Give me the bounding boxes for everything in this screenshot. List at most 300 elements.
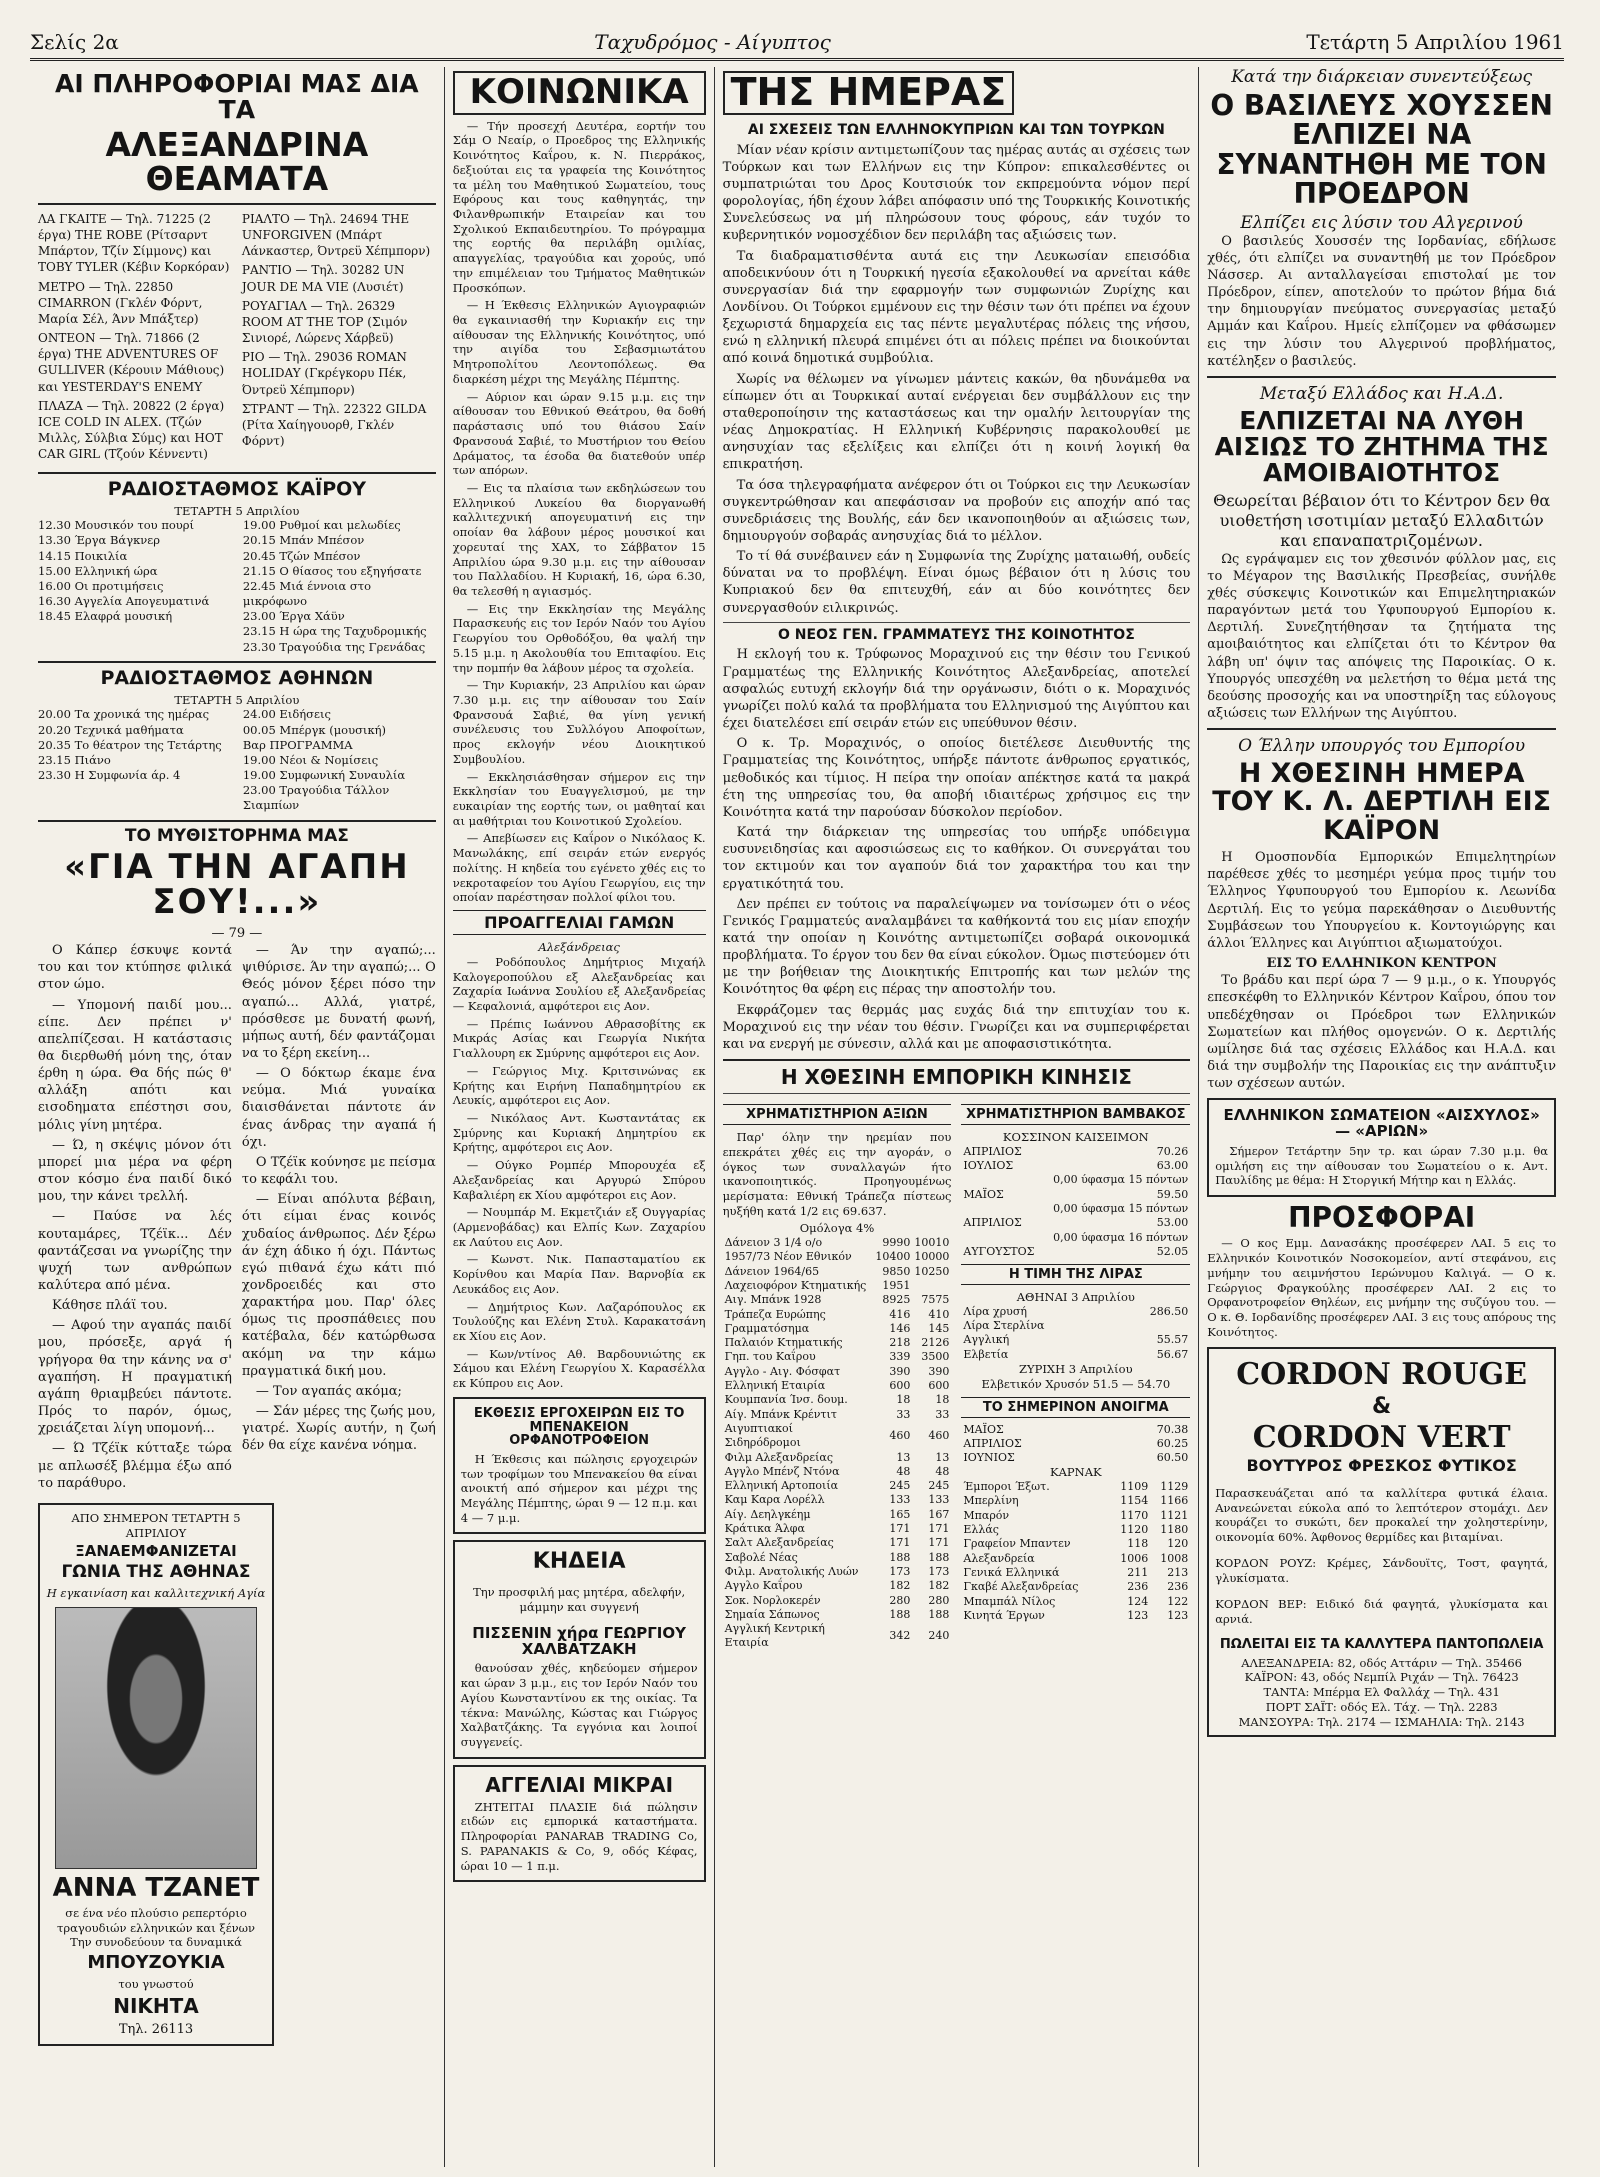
row-label: Αγγλική — [963, 1333, 1010, 1347]
article-paragraph: Ο κ. Τρ. Μοραχινός, ο οποίος διετέλεσε Διευθυντής της Γραμματείας της Κοινότητος, υπήρξε πάντοτε άνθρωπος εργατικός, μεθοδικός και τίμιος. Η πείρα την οποίαν απέκτησε κατά τα μακρά έτη της υπηρεσίας του, θα αποβή ιδιαιτέρως χρήσιμος εις την Κοινότητα κατά την παρούσαν δύσκολον περίοδον. — [722, 736, 1191, 820]
cotton2-table — [961, 1480, 1190, 1623]
stock-row — [723, 1594, 952, 1608]
club-title: ΕΛΛΗΝΙΚΟΝ ΣΩΜΑΤΕΙΟΝ «ΑΙΣΧΥΛΟΣ» — «ΑΡΙΩΝ» — [1223, 1106, 1540, 1141]
row-value: 123 — [1167, 1608, 1189, 1622]
stock-row — [723, 1422, 952, 1451]
cotton-row — [961, 1145, 1190, 1159]
cordon-rouge: CORDON ROUGE — [1236, 1357, 1527, 1393]
cotton-row — [961, 1202, 1190, 1216]
row-label: Γενικά Ελληνικά — [963, 1565, 1060, 1579]
market-title: Η ΧΘΕΣΙΝΗ ΕΜΠΟΡΙΚΗ ΚΙΝΗΣΙΣ — [780, 1065, 1132, 1090]
article-paragraph: Τα διαδραματισθέντα αυτά εις την Λευκωσίαν επεισόδια αποδεικνύουν ότι η Τουρκική ηγεσία εξακολουθεί να αρνείται κάθε συνεργασίαν διά την εφαρμογήν των συμφωνιών Ζυρίχης και Λονδίνου. Οι Τούρκοι εμμένουν εις την θέσιν των ότι πρέπει να έχουν ξεχωριστά δημαρχεία εις τας πέντε μεγαλυτέρας πόλεις της νήσου, ενώ η ελληνική πλευρά επιμένει ότι αι πόλεις πρέπει να διοικούνται από κοινά δημοτικά συμβούλια. — [722, 248, 1191, 367]
cordon-amp: & — [1372, 1393, 1392, 1419]
issue-date: Τετάρτη 5 Απριλίου 1961 — [1306, 30, 1564, 54]
social-title: ΚΟΙΝΩΝΙΚΑ — [453, 71, 706, 115]
row-value: 48 — [896, 1464, 911, 1478]
cinema-entry: ΡΙΑΛΤΟ — Τηλ. 24694 THE UNFORGIVEN (Μπάρτ Λάνκαστερ, Όντρεϋ Χέπμπορν) — [241, 211, 431, 259]
row-value: 236 — [1127, 1580, 1149, 1594]
row-label: Καμ Καρα Λορέλλ — [724, 1493, 825, 1507]
cotton2-row — [961, 1509, 1190, 1523]
cordon-vert-uses: ΚΟΡΔΟΝ ΒΕΡ: Ειδικό διά φαγητά, γλυκίσματα και αρνιά. — [1215, 1597, 1549, 1626]
singer-photo — [55, 1607, 257, 1869]
cordon-addr-2: ΚΑΪΡΟΝ: 43, οδός Νεμπίλ Ριχάν — Τηλ. 76423 — [1244, 1670, 1519, 1685]
cotton-table — [961, 1145, 1190, 1259]
funeral-intro: Την προσφιλή μας μητέρα, αδελφήν, μάμμην και συγγενή — [473, 1585, 686, 1614]
radio-program: 14.15 Ποικιλία — [38, 548, 128, 563]
row-label: 1957/73 Νέον Εθνικόν — [724, 1250, 852, 1264]
row-value: 7575 — [921, 1293, 950, 1307]
stock-row — [723, 1551, 952, 1565]
row-label: Μπερλίνη — [963, 1494, 1019, 1508]
row-label: Αγγλο Καΐρου — [724, 1579, 803, 1593]
novel-paragraph: — Άν την αγαπώ;... ψιθύρισε. Άν την αγαπώ;... Ο Θεός μόνον ξέρει πόσο την αγαπώ... Αλλά, γιατρέ, πρόσθεσε με δυνατή φωνή, μήπως αυτή, δέν φαντάζομαι να το ξέρη εκείνη... — [241, 943, 436, 1061]
cotton-row — [961, 1159, 1190, 1173]
row-value: 339 — [889, 1350, 911, 1364]
radio-program: 13.30 Έργα Βάγκνερ — [38, 533, 160, 548]
row-value: 56.67 — [1156, 1347, 1189, 1361]
radio-program: 18.45 Ελαφρά μουσική — [38, 609, 173, 624]
row-label: Δάνειον 3 1/4 ο/ο — [724, 1236, 823, 1250]
row-label: Δάνειον 1964/65 — [724, 1264, 820, 1278]
cotton-row — [961, 1173, 1190, 1187]
row-label: Γκαβέ Αλεξανδρείας — [963, 1580, 1079, 1594]
center-title: ΕΙΣ ΤΟ ΕΛΛΗΝΙΚΟΝ ΚΕΝΤΡΟΝ — [1266, 956, 1497, 972]
radio-cairo-date: ΤΕΤΑΡΤΗ 5 Απριλίου — [174, 503, 300, 518]
cordon-ad — [1207, 1347, 1556, 1737]
novel-paragraph: Κάθησε πλάϊ του. — [52, 1298, 168, 1314]
radio-program: 12.30 Μουσικόν του πουρί — [38, 518, 195, 533]
row-value: 171 — [889, 1536, 911, 1550]
wedding-announcement: — Νικόλαος Αντ. Κωσταντάτας εκ Σμύρνης και Κυριακή Δημητρίου εκ Κρήτης, αμφότεροι εις Αον. — [452, 1110, 706, 1155]
stock-row — [723, 1608, 952, 1622]
row-value: 70.38 — [1156, 1422, 1189, 1436]
row-label: ΙΟΥΛΙΟΣ — [963, 1159, 1014, 1173]
row-label: Σημαία Σάπωνος — [724, 1607, 820, 1621]
row-value: 133 — [928, 1493, 950, 1507]
stock-row — [723, 1322, 952, 1336]
row-label: Ελληνική Αρτοποιία — [724, 1479, 839, 1493]
row-label: Ελληνική Εταιρία — [724, 1379, 826, 1393]
cinema-entry: ΣΤΡΑΝΤ — Τηλ. 22322 GILDA (Ρίτα Χαίηγουορθ, Γκλέν Φόρντ) — [241, 401, 427, 449]
row-value: 13 — [935, 1450, 950, 1464]
pound-table — [961, 1305, 1190, 1362]
radio-program: 23.30 Η Συμφωνία άρ. 4 — [38, 768, 181, 783]
row-value: 0,00 ύφασμα 16 πόντων — [1053, 1230, 1189, 1244]
cotton-section — [961, 1099, 1190, 1651]
row-value: 1166 — [1160, 1494, 1189, 1508]
row-value: 245 — [889, 1479, 911, 1493]
column-of-the-day — [715, 67, 1200, 2167]
article-2-head: Ο ΝΕΟΣ ΓΕΝ. ΓΡΑΜΜΑΤΕΥΣ ΤΗΣ ΚΟΙΝΟΤΗΤΟΣ — [778, 626, 1135, 643]
radio-program: 15.00 Ελληνική ώρα — [38, 563, 158, 578]
novel-paragraph: Ο Κάπερ έσκυψε κοντά του και τον κτύπησε φιλικά στον ώμο. — [38, 943, 232, 993]
ad-repertoire: σε ένα νέο πλούσιο ρεπερτόριο τραγουδιών ελληνικών και ξένων — [56, 1905, 256, 1935]
row-label: Γραφείον Μπαντεν — [963, 1537, 1071, 1551]
row-value: 188 — [928, 1550, 950, 1564]
pound-city-zurich: ΖΥΡΙΧΗ 3 Απριλίου — [1019, 1362, 1133, 1377]
row-label: Αιγυπτιακοί Σιδηρόδρομοι — [724, 1421, 801, 1450]
ad-accompany: Την συνοδεύουν τα δυναμικά — [70, 1935, 242, 1950]
offers-text: — Ο κος Εμμ. Δανασάκης προσέφερεν ΛΑΙ. 5 εις το Ελληνικόν Κοινοτικόν Νοσοκομείον, αντί στεφάνου, εις μνήμην του αειμνήστου Ιερώνυμου Καλιγά. — Ο κ. Γεώργιος Φραγκούλης προσέφερεν ΛΑΙ. 2 εις το Ορφανοτροφείον Θηλέων, εις μνήμην της συζύγου του. — Ο κ. Θ. Ιορδανίδης προσέφερεν ΛΑΙ. 3 εις τους απόρους της Κοινότητος. — [1207, 1236, 1557, 1339]
radio-program: 23.15 Πιάνο — [38, 752, 111, 767]
row-label: ΑΥΓΟΥΣΤΟΣ — [963, 1244, 1035, 1258]
row-value: 123 — [1127, 1608, 1149, 1622]
row-value: 13 — [896, 1450, 911, 1464]
row-value: 416 — [889, 1307, 911, 1321]
column-entertainment — [30, 67, 445, 2167]
row-value: 245 — [928, 1479, 950, 1493]
cotton2-row — [961, 1523, 1190, 1537]
row-value: 182 — [889, 1579, 911, 1593]
hussein-headline: Ο ΒΑΣΙΛΕΥΣ ΧΟΥΣΣΕΝ ΕΛΠΙΖΕΙ ΝΑ ΣΥΝΑΝΤΗΘΗ ΜΕ ΤΟΝ ΠΡΟΕΔΡΟΝ — [1210, 89, 1553, 211]
cordon-addr-3: ΤΑΝΤΑ: Μπέρμα Ελ Φαλλάχ — Τηλ. 431 — [1263, 1685, 1500, 1700]
radio-cairo-schedule — [38, 518, 436, 655]
row-value: 173 — [889, 1564, 911, 1578]
row-value: 286.50 — [1149, 1304, 1189, 1318]
row-value: 9850 — [882, 1264, 911, 1278]
reciprocity-sub: Θεωρείται βέβαιον ότι το Κέντρον δεν θα υιοθετήση ισοτιμίαν μεταξύ Ελλαδιτών και επαναπατριζομένων. — [1213, 490, 1551, 550]
article-1-head: ΑΙ ΣΧΕΣΕΙΣ ΤΩΝ ΕΛΛΗΝΟΚΥΠΡΙΩΝ ΚΑΙ ΤΩΝ ΤΟΥΡΚΩΝ — [747, 121, 1165, 138]
stocks-section — [723, 1099, 952, 1651]
novel-paragraph: — Τον αγαπάς ακόμα; — [255, 1383, 402, 1399]
cotton2-row — [961, 1609, 1190, 1623]
stock-row — [723, 1536, 952, 1550]
ad-appears: ΞΑΝΑΕΜΦΑΝΙΖΕΤΑΙ — [75, 1542, 237, 1561]
row-value: 10000 — [914, 1250, 950, 1264]
article-paragraph: Δεν πρέπει εν τούτοις να παραλείψωμεν να τονίσωμεν ότι ο νέος Γενικός Γραμματεύς αναλαμβάνει τα καθήκοντά του εις μίαν εποχήν κατά την οποίαν η Κοινότης αντιμετωπίζει σοβαρά οικονομικά προβλήματα. Το έργον του δεν θα είναι εύκολον. Όμως πιστεύομεν ότι με την βοήθειαν της Διοικητικής Επιτροπής και των μελών της Κοινότητος θα φέρη εις πέρας την αποστολήν του. — [722, 896, 1191, 998]
wedding-announcement: — Κωνστ. Νικ. Παπασταματίου εκ Κορίνθου και Μαρία Παν. Βαρνοβία εκ Λευκάδος εις Αον. — [452, 1252, 706, 1296]
cotton-row — [961, 1245, 1190, 1259]
novel-label: ΤΟ ΜΥΘΙΣΤΟΡΗΜΑ ΜΑΣ — [124, 825, 349, 846]
hussein-kicker: Κατά την διάρκειαν συνεντεύξεως — [1231, 67, 1533, 87]
wedding-announcement: — Ούγκο Ρομπέρ Μπορουχέα εξ Αλεξανδρείας και Αργυρώ Σπύρου Καβαλιέρη εκ Χίου αμφότεροι εις Αον. — [452, 1158, 706, 1202]
article-paragraph: Η εκλογή του κ. Τρύφωνος Μοραχινού εις την θέσιν του Γενικού Γραμματέως της Ελληνικής Κοινότητος Αλεξανδρείας, αποτελεί ασφαλώς ευτυχή εκλογήν διά την οργάνωσιν, διότι ο κ. Μοραχινός γνωρίζει πολύ καλά τα προβλήματα του Ελληνισμού της Αιγύπτου και έχει διατελέσει επί σειράν ετών εις υπεύθυνον θέσιν. — [722, 647, 1191, 732]
row-label: ΜΑΪΟΣ — [963, 1422, 1004, 1436]
cinema-kicker: ΑΙ ΠΛΗΡΟΦΟΡΙΑΙ ΜΑΣ ΔΙΑ ΤΑ — [55, 69, 419, 125]
row-value: 2126 — [921, 1336, 950, 1350]
social-item-2: — Η Έκθεσις Ελληνικών Αγιογραφιών θα εγκαινιασθή την Κυριακήν εις την αίθουσαν της Ελληνικής Κοινότητος, υπό την αιγίδα του Σεβασμιωτάτου Μητροπολίτου Λεοντοπόλεως. Θα διαρκέση μέχρι της Μεγάλης Πέμπτης. — [452, 298, 706, 386]
cinema-list-left — [38, 211, 232, 466]
row-value: 171 — [889, 1522, 911, 1536]
row-value: 182 — [928, 1579, 950, 1593]
cordon-text: Παρασκευάζεται από τα καλλίτερα φυτικά έλαια. Ανανεώνεται εύκολα από το λεπτότερον στομάχι. Δεν κουράζει το συκώτι, δεν προκαλεί την χοληστερίνην, οικονομία 60%. Άφθονος θερμίδες και βιταμίναι. — [1215, 1485, 1549, 1544]
pound-row — [961, 1305, 1190, 1319]
stock-row — [723, 1465, 952, 1479]
cinema-entry: ΟΝΤΕΟΝ — Τηλ. 71866 (2 έργα) THE ADVENTURES OF GULLIVER (Κέρουιν Μάθιους) και YESTERDAY'S ENEMY — [38, 331, 225, 394]
row-value: 390 — [889, 1364, 911, 1378]
row-value: 0,00 ύφασμα 15 πόντων — [1053, 1173, 1189, 1187]
today-row — [961, 1437, 1190, 1451]
stock-row — [723, 1408, 952, 1422]
row-value: 133 — [889, 1493, 911, 1507]
row-value: 18 — [935, 1393, 950, 1407]
row-value: 18 — [896, 1393, 911, 1407]
row-value: 60.25 — [1156, 1436, 1189, 1450]
column-politics — [1199, 67, 1564, 2167]
stock-row — [723, 1451, 952, 1465]
row-label: Αγγλο Μπένζ Ντόνα — [724, 1464, 840, 1478]
novel-text-b — [242, 942, 436, 1495]
column-social — [445, 67, 715, 2167]
radio-program: 23.30 Τραγούδια της Γρενάδας — [242, 639, 426, 654]
stock-row — [723, 1508, 952, 1522]
row-label: Κράτικα Άλφα — [724, 1522, 805, 1536]
social-item-7: — Εκκλησιάσθησαν σήμερον εις την Εκκλησίαν του Ευαγγελισμού, με την ευκαιρίαν της εορτής των, οι μαθηταί και αι μαθήτριαι του Κοινοτικού Σχολείου. — [452, 769, 706, 828]
row-value: 1154 — [1120, 1494, 1149, 1508]
row-value: 59.50 — [1156, 1187, 1189, 1201]
row-value: 460 — [928, 1429, 950, 1443]
social-item-5: — Εις την Εκκλησίαν της Μεγάλης Παρασκευής εις τον Ιερόν Ναόν του Αγίου Γεωργίου του Ορθοδόξου, θα ψαλή την 5.15 μ.μ. η Ακολουθία του Επιταφίου. Εις την πομπήν θα λάβουν μέρος τα σχολεία. — [452, 601, 706, 675]
stock-row — [723, 1493, 952, 1507]
cinema-headline: ΑΛΕΞΑΝΔΡΙΝΑ ΘΕΑΜΑΤΑ — [105, 124, 369, 199]
row-value: 173 — [928, 1564, 950, 1578]
row-value: 55.57 — [1156, 1333, 1189, 1347]
stock-row — [723, 1522, 952, 1536]
row-label: Φιλμ Αλεξανδρείας — [724, 1450, 833, 1464]
social-item-4: — Εις τα πλαίσια των εκδηλώσεων του Ελληνικού Λυκείου θα διοργανωθή καλλιτεχνική απογευματινή εις την οποίαν θα λάβουν μέρος μουσικοί και χορευταί της ΧΑΧ, το Σάββατον 15 Απριλίου ώρα 9.30 μ.μ. εις την αίθουσαν του Παλλαδίου. Η Κυριακή, 16, ώρα 6.30, θα τελεσθή η αγιασμός. — [452, 480, 706, 598]
stock-row — [723, 1279, 952, 1293]
row-value: 0,00 ύφασμα 15 πόντων — [1053, 1201, 1189, 1215]
radio-program: 00.05 Μπέργκ (μουσική) — [242, 722, 387, 737]
radio-program: 20.45 Τζών Μπέσον — [242, 548, 361, 563]
ad-musician: ΝΙΚΗΤΑ — [113, 1993, 199, 2018]
row-value: 122 — [1167, 1594, 1189, 1608]
wedding-announcement: — Δημήτριος Κων. Λαζαρόπουλος εκ Τουλούζης και Ελένη Στυλ. Καρακατσάνη εκ Χίου εις Αον. — [452, 1299, 706, 1344]
row-label: Γραμματόσημα — [724, 1321, 810, 1335]
row-value: 53.00 — [1156, 1216, 1189, 1230]
row-value: 1129 — [1160, 1480, 1189, 1494]
row-value: 188 — [928, 1607, 950, 1621]
exhibit-title: ΕΚΘΕΣΙΣ ΕΡΓΟΧΕΙΡΩΝ ΕΙΣ ΤΟ ΜΠΕΝΑΚΕΙΟΝ ΟΡΦΑΝΟΤΡΟΦΕΙΟΝ — [473, 1405, 685, 1449]
reciprocity-headline: ΕΛΠΙΖΕΤΑΙ ΝΑ ΛΥΘΗ ΑΙΣΙΩΣ ΤΟ ΖΗΤΗΜΑ ΤΗΣ ΑΜΟΙΒΑΙΟΤΗΤΟΣ — [1214, 405, 1549, 488]
masthead — [30, 24, 1564, 61]
novel-paragraph: Ο Τζέϊκ κούνησε με πείσμα το κεφάλι του. — [241, 1154, 436, 1188]
radio-program: 19.00 Ρυθμοί και μελωδίες — [242, 518, 401, 533]
ad-desc: Η εγκαινίαση και καλλιτεχνική Αγία — [46, 1585, 266, 1600]
row-value: 1121 — [1160, 1508, 1189, 1522]
row-value: 9990 — [882, 1236, 911, 1250]
row-value: 188 — [889, 1550, 911, 1564]
row-label: Ελβετία — [963, 1347, 1009, 1361]
row-value: 52.05 — [1156, 1244, 1189, 1258]
row-value: 1109 — [1120, 1480, 1149, 1494]
novel-text-a — [38, 942, 232, 1495]
ad-phone: Τηλ. 26113 — [118, 2021, 194, 2037]
stock-row — [723, 1336, 952, 1350]
pound-row — [961, 1333, 1190, 1347]
cinema-entry: ΛΑ ΓΚΑΙΤΕ — Τηλ. 71225 (2 έργα) THE ROBE (Ρίτσαρντ Μπάρτον, Τζίν Σίμμονς) και TOBY TYLER (Κέβιν Κορκόραν) — [38, 211, 230, 275]
cordon-sub: ΒΟΥΤΥΡΟΣ ΦΡΕΣΚΟΣ ΦΥΤΙΚΟΣ — [1246, 1455, 1517, 1475]
novel-paragraph: — Υπομονή παιδί μου... είπε. Δεν πρέπει ν' απελπίζεσαι. Η κατάστασις θα διερθωθή μόνη της, όταν έρθη η ώρα. Θα δής πώς θ' αλλάξη απότι και εισοδηματα επέστησι σου, μόλις γίνη μητέρα. — [38, 997, 232, 1133]
row-label: ΑΠΡΙΛΙΟΣ — [963, 1436, 1022, 1450]
pound-row — [961, 1348, 1190, 1362]
social-item-8: — Απεβίωσεν εις Καΐρον ο Νικόλαος Κ. Μανωλάκης, επί σειράν ετών ενεργός πολίτης. Η κηδεία του εγένετο χθές εις το νεκροταφείον του Αγίου Γεωργίου, εις την οποίαν παρέστησαν πολλοί φίλοι του. — [452, 831, 706, 905]
row-label: Αίγ. Μπάνκ Κρέντιτ — [724, 1407, 837, 1421]
row-value: 1180 — [1160, 1523, 1189, 1537]
row-label — [961, 1173, 1041, 1187]
today-table — [961, 1423, 1190, 1466]
row-label: Σαλτ Αλεξανδρείας — [724, 1536, 834, 1550]
radio-program: 19.00 Συμφωνική Συναυλία — [242, 768, 406, 783]
row-label: Αγγλο - Αιγ. Φόσφατ — [724, 1364, 841, 1378]
row-label: Σοκ. Νορλοκερέν — [724, 1593, 821, 1607]
wedding-announcement: — Ροδόπουλος Δημήτριος Μιχαήλ Καλογεροπούλου εξ Αλεξανδρείας και Ζαχαρία Ιωάννα Σουλίου εξ Αλεξανδρείας — Κεφαλονιά, αμφότεροι εις Αον. — [452, 954, 706, 1013]
novel-title: «ΓΙΑ ΤΗΝ ΑΓΑΠΗ ΣΟΥ!...» — [64, 846, 410, 923]
row-value: 280 — [928, 1593, 950, 1607]
row-label: ΙΟΥΝΙΟΣ — [963, 1451, 1015, 1465]
radio-program: 23.00 Έργα Χάϋν — [242, 609, 345, 624]
row-value: 1951 — [882, 1279, 911, 1292]
row-label: Αγγλική Κεντρική Εταιρία — [724, 1622, 825, 1650]
row-label: Κινητά Έργων — [963, 1608, 1045, 1622]
ad-of: του γνωστού — [118, 1976, 194, 1991]
wedding-announcement: — Γεώργιος Μιχ. Κριτσινώνας εκ Κρήτης και Ειρήνη Παπαδημητρίου εκ Λευκίς, αμφότεροι εις Αον. — [452, 1063, 706, 1108]
ad-venue: ΓΩΝΙΑ ΤΗΣ ΑΘΗΝΑΣ — [61, 1562, 251, 1583]
row-value: 240 — [928, 1629, 950, 1643]
dertilis-kicker: Ο Έλλην υπουργός του Εμπορίου — [1238, 736, 1526, 757]
novel-paragraph: — Παύσε να λές κουταμάρες, Τζέϊκ... Δέν φαντάζεσαι να γνωρίζης την ψυχή των ανθρώπων καλύτερα από μένα. — [38, 1209, 232, 1293]
row-value: 120 — [1167, 1537, 1189, 1551]
row-value: 70.26 — [1156, 1144, 1189, 1158]
exhibit-text: Η Έκθεσις και πώλησις εργοχειρών των τροφίμων του Μπενακείου θα είναι ανοικτή από σήμερον και μέχρι της Μεγάλης Πέμπτης, ώραι 9 — 12 π.μ. και 4 — 7 μ.μ. — [460, 1451, 698, 1525]
stock-row — [723, 1236, 952, 1250]
weddings-city: Αλεξάνδρειας — [538, 940, 620, 955]
radio-program: 20.35 Το θέατρον της Τετάρτης — [38, 737, 222, 752]
row-value: 33 — [896, 1407, 911, 1421]
cotton-title: ΧΡΗΜΑΤΙΣΤΗΡΙΟΝ ΒΑΜΒΑΚΟΣ — [961, 1104, 1190, 1125]
row-value: 600 — [889, 1379, 911, 1393]
wedding-announcement: — Κων/ντίνος Αθ. Βαρδουνιώτης εκ Σάμου και Ελένη Γεωργίου Χ. Καρασέλλα εκ Κύπρου εις Αον. — [452, 1346, 706, 1391]
weddings-list — [453, 955, 706, 1391]
stock-row — [723, 1265, 952, 1279]
article-paragraph: Μίαν νέαν κρίσιν αντιμετωπίζουν τας ημέρας αυτάς αι σχέσεις των Τούρκων και των Ελλήνων εις την Κύπρον: επικαλεσθέντες οι συμπατριώται του Δρος Κουτσιούκ τον εκπρεμούντα νόμον περί φορολογίας, ήδη έχουν λάβει απόφασιν υπό της Τουρκικής Κοινοτικής Συνελεύσεως να μή πληρώσουν τους φόρους, εάν τυχόν το κυβερνητικόν νομοσχέδιον δεν περιλάβη τας αξιώσεις των. — [722, 142, 1191, 244]
row-label: Λίρα χρυσή — [963, 1304, 1027, 1318]
hussein-sub: Ελπίζει εις λύσιν του Αλγερινού — [1240, 212, 1523, 233]
radio-program: 23.15 Η ώρα της Ταχυδρομικής — [242, 624, 427, 639]
row-label: Έμποροι Έξωτ. — [963, 1480, 1050, 1494]
row-value: 280 — [889, 1593, 911, 1607]
row-label: Λαχειοφόρον Κτηματικής — [724, 1279, 867, 1292]
novel-paragraph: — Ώ, η σκέψις μόνον ότι μπορεί μια μέρα να φέρη στον κόσμο ένα παιδί δικό μου, την κάνει τρελλή. — [38, 1137, 232, 1205]
radio-program: 23.00 Τραγούδια Τάλλον Σιαμπίων — [242, 783, 390, 813]
cotton-row — [961, 1188, 1190, 1202]
row-value: 236 — [1167, 1580, 1189, 1594]
row-label: Ελλάς — [963, 1523, 999, 1537]
today-title: ΤΟ ΣΗΜΕΡΙΝΟΝ ΑΝΟΙΓΜΑ — [961, 1397, 1190, 1418]
row-value: 460 — [889, 1429, 911, 1443]
classifieds-text: ΖΗΤΕΙΤΑΙ ΠΛΑΣΙΕ διά πώλησιν ειδών εις εμπορικά καταστήματα. Πληροφορίαι PANARAB TRADING Co, S. PAPANAKIS & Co, 9, οδός Κέφας, ώραι 10 — 1 π.μ. — [460, 1799, 698, 1873]
row-value — [912, 1279, 951, 1293]
row-label: Λίρα Στερλίνα — [963, 1319, 1045, 1333]
row-value: 63.00 — [1156, 1159, 1189, 1173]
row-value: 218 — [889, 1336, 911, 1350]
social-item-3: — Αύριον και ώραν 9.15 μ.μ. εις την αίθουσαν του Εθνικού Θεάτρου, θα δοθή παράστασις υπό του θιάσου Σαίν Φρανσουά Σαβιέ, το Μυστήριον του Θείου Δράματος, τα έσοδα θα διατεθούν υπέρ των απόρων. — [452, 389, 706, 478]
stock-row — [723, 1379, 952, 1393]
article-paragraph: Το τί θά συνέβαινεν εάν η Συμφωνία της Ζυρίχης ματαιωθή, ουδείς δύναται να το προβλέψη. Είναι όμως βέβαιον ότι η λύσις του Κυπριακού δεν θα επιτευχθή, εάν αι δύο κοινότητες δεν συνεργασθούν ειλικρινώς. — [722, 549, 1191, 616]
stock-row — [723, 1250, 952, 1264]
stock-row — [723, 1393, 952, 1407]
article-2-body — [723, 646, 1191, 1053]
stock-row — [723, 1479, 952, 1493]
dertilis-text: Η Ομοσπονδία Εμπορικών Επιμελητηρίων παρέθεσε χθές το μεσημέρι γεύμα προς τιμήν του Έλληνος Υφυπουργού του Εμπορίου κ. Λεωνίδα Δερτιλή. Εις το γεύμα παρεκάθησαν ο Διευθυντής Συμβάσεων του Υπουργείου κ. Κοντογιώργης και άλλοι Έλληνες και Αιγύπτιοι αξιωματούχοι. — [1207, 850, 1557, 951]
ad-date: ΑΠΟ ΣΗΜΕΡΟΝ ΤΕΤΑΡΤΗ 5 ΑΠΡΙΛΙΟΥ — [71, 1510, 241, 1540]
cinema-listings — [38, 211, 436, 466]
row-label: Κουμπανία Ίνσ. δουμ. — [724, 1393, 848, 1407]
row-label: ΑΠΡΙΛΙΟΣ — [963, 1216, 1022, 1230]
radio-athens-date: ΤΕΤΑΡΤΗ 5 Απριλίου — [174, 692, 300, 707]
row-label: Μπαμπάλ Νίλος — [963, 1594, 1056, 1608]
article-1-body — [723, 142, 1191, 617]
cotton-sub: ΚΟΣΣΙΝΟΝ ΚΑΙΣΕΙΜΟΝ — [1002, 1130, 1149, 1145]
page-number: Σελίς 2α — [30, 30, 119, 54]
row-label: Αιγ. Μπάνκ 1928 — [724, 1293, 822, 1307]
stock-row — [723, 1365, 952, 1379]
row-value: 10400 — [875, 1250, 911, 1264]
stocks-table — [723, 1236, 952, 1651]
row-value: 1120 — [1120, 1523, 1149, 1537]
row-label — [961, 1231, 1041, 1245]
cotton2-row — [961, 1566, 1190, 1580]
reciprocity-kicker: Μεταξύ Ελλάδος και Η.Α.Δ. — [1259, 383, 1504, 404]
row-value: 3500 — [921, 1350, 950, 1364]
row-value: 390 — [928, 1364, 950, 1378]
cotton2-row — [961, 1580, 1190, 1594]
row-label: Φιλμ. Ανατολικής Λυών — [724, 1564, 859, 1578]
novel-paragraph: — Σάν μέρες της ζωής μου, γιατρέ. Χωρίς αυτήν, η ζωή δέν θα είχε κανένα νόημα. — [241, 1404, 436, 1454]
row-label: Παλαιόν Κτηματικής — [724, 1336, 843, 1350]
cordon-rouge-uses: ΚΟΡΔΟΝ ΡΟΥΖ: Κρέμες, Σάνδουϊτς, Τοστ, φαγητά, γλυκίσματα. — [1215, 1556, 1549, 1585]
cotton-row — [961, 1231, 1190, 1245]
ad-bouzoukia: ΜΠΟΥΖΟΥΚΙΑ — [87, 1952, 225, 1974]
reciprocity-text: Ως εγράψαμεν εις τον χθεσινόν φύλλον μας, εις το Μέγαρον της Βασιλικής Πρεσβείας, συνήλθε χθές σύσκεψις Κοινοτικών και Επιμελητηριακών παραγόντων μετά του Υφυπουργού Εμπορίου κ. Δερτιλή. Συνεζητήθησαν τα ζητήματα της αμοιβαιότητος και ελπίζεται ότι το Κέντρον θα λάβη υπ' όψιν τας απόψεις της Παροικίας. Ο κ. Υπουργός υπεσχέθη να μελετήση το θέμα μετά της δεούσης προσοχής και να υποστηρίξη τας εύλογους αξιώσεις των Ελλήνων της Αιγύπτου. — [1207, 551, 1557, 721]
row-value: 146 — [889, 1321, 911, 1335]
stocks-title: ΧΡΗΜΑΤΙΣΤΗΡΙΟΝ ΑΞΙΩΝ — [723, 1104, 952, 1125]
stock-row — [723, 1622, 952, 1651]
cinema-entry: ΡΟΥΑΓΙΑΛ — Τηλ. 26329 ROOM AT THE TOP (Σιμόν Σινιορέ, Λώρενς Χάρβεϋ) — [241, 298, 408, 346]
radio-athens-title: ΡΑΔΙΟΣΤΑΘΜΟΣ ΑΘΗΝΩΝ — [100, 666, 374, 689]
dertilis-headline: Η ΧΘΕΣΙΝΗ ΗΜΕΡΑ ΤΟΥ Κ. Λ. ΔΕΡΤΙΛΗ ΕΙΣ ΚΑΪΡΟΝ — [1212, 758, 1552, 846]
radio-program: 22.45 Μιά έννοια στο μικρόφωνο — [242, 578, 372, 609]
stock-row — [723, 1308, 952, 1322]
novel-installment: — 79 — — [211, 925, 263, 941]
cotton2-row — [961, 1552, 1190, 1566]
row-value: 171 — [928, 1536, 950, 1550]
pound-zurich-line: Ελβετικόν Χρυσόν 51.5 — 54.70 — [981, 1376, 1171, 1391]
article-paragraph: Χωρίς να θέλωμεν να γίνωμεν μάντεις κακών, θα ηδυνάμεθα να είπωμεν ότι αι Τουρκικαί αυταί ενέργειαι δεν συμβάλλουν εις την σταθεροποίησιν της καταστάσεως και την ομαλήν λειτουργίαν της νέας Δημοκρατίας. Η Ελληνική Κυβέρνησις παρακολουθεί με ανησυχίαν τας εξελίξεις και ελπίζει ότι η κοινή λογική θα επικρατήση. — [722, 371, 1191, 473]
row-label — [961, 1202, 1041, 1216]
row-value: 1170 — [1120, 1508, 1149, 1522]
social-item-1: — Τήν προσεχή Δευτέρα, εορτήν του Σάμ Ο Νεαίρ, ο Προεδρος της Ελληνικής Κοινότητος Καΐρου, κ. Ν. Πιερράκος, δεξιούται εις τα γραφεία της Κοινότητος τα μέλη του Μαθητικού Σωματείου, τους Εφόρους και τους καθηγητάς, την Φιλανθρωπικήν Εταιρείαν και του Σχολικού Εκπαιδευτηρίου. Το πρόγραμμα της εορτής θα περιλάβη ομιλίας, απαγγελίας, τραγούδια και χορούς, υπό την επιμέλειαν του Τμήματος Μαθητικών Προσκόπων. — [452, 118, 706, 295]
nightclub-ad — [38, 1503, 274, 2046]
today-row — [961, 1423, 1190, 1437]
wedding-announcement: — Πρέπις Ιωάννου Αθρασοβίτης εκ Μικράς Ασίας και Γεωργία Νικήτα Γιαλλουρη εκ Σμύρνης αμφότεροι εις Αον. — [452, 1016, 706, 1061]
pound-row — [961, 1319, 1190, 1333]
row-value: 211 — [1127, 1565, 1149, 1579]
radio-program: 21.15 Ο θίασος του εξηγήσατε — [242, 563, 422, 578]
stock-row — [723, 1579, 952, 1593]
novel-paragraph: — Είναι απόλυτα βέβαιη, ότι είμαι ένας κοινός χυδαίος άνθρωπος. Δέν ξέρω άν έχη άδικο ή όχι. Πάντως εγώ πιθανά έχω κάτι πιό χονδροειδές και στο χαρακτήρα μου. Παρ' όλες όμως τις προσπάθειες που κατέβαλα, δέν κατώρθωσα ακόμη να την κάμω πραγματικά δική μου. — [241, 1192, 436, 1379]
radio-program: 20.00 Τα χρονικά της ημέρας — [38, 707, 210, 722]
paper-name: Ταχυδρόμος - Αίγυπτος — [594, 30, 831, 54]
article-paragraph: Εκφράζομεν τας θερμάς μας ευχάς διά την επιτυχίαν του κ. Μοραχινού εις την νέαν του θέσιν. Γνωρίζει και να συμπεριφέρεται και να ενεργή με σύνεσιν, αλλά και με αποφασιστικότητα. — [722, 1002, 1191, 1052]
cordon-vert: CORDON VERT — [1252, 1420, 1511, 1456]
stock-row — [723, 1293, 952, 1307]
row-label: Αίγ. Δεηλγκέημ — [724, 1507, 811, 1521]
row-value: 1006 — [1120, 1551, 1149, 1565]
row-value: 10250 — [914, 1264, 950, 1278]
pound-city-athens: ΑΘΗΝΑΙ 3 Απριλίου — [1016, 1290, 1135, 1305]
radio-cairo-title: ΡΑΔΙΟΣΤΑΘΜΟΣ ΚΑΪΡΟΥ — [107, 477, 367, 500]
